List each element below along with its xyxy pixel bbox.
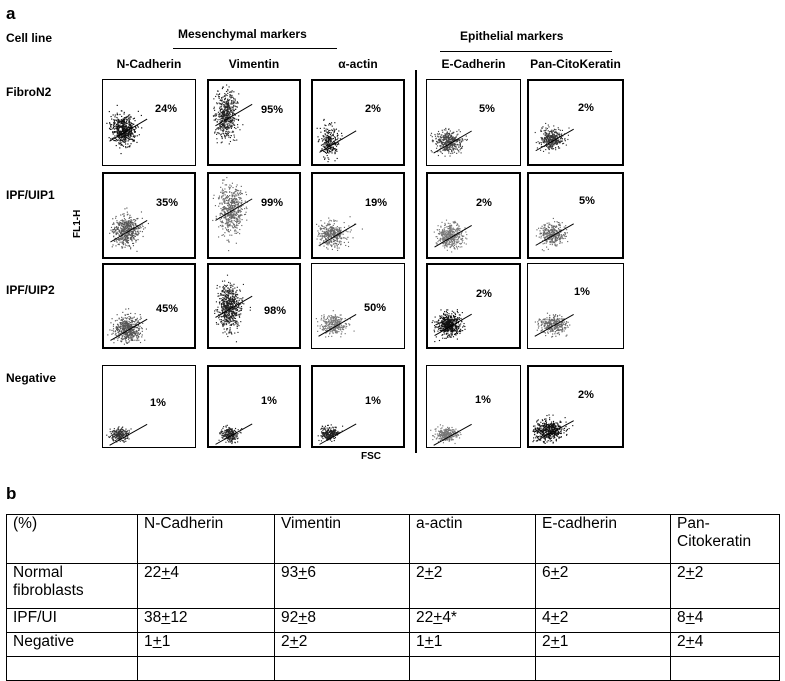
percentage-label: 24% <box>155 103 177 115</box>
percentage-label: 50% <box>364 302 386 314</box>
percentage-label: 2% <box>365 103 381 115</box>
scatter-plot <box>311 79 405 166</box>
table-cell: 22+4 <box>138 564 275 609</box>
percentage-label: 1% <box>574 286 590 298</box>
gate-line <box>435 314 472 335</box>
percentage-label: 1% <box>261 395 277 407</box>
scatter-svg <box>209 81 299 164</box>
percentage-label: 95% <box>261 104 283 116</box>
percentage-label: 2% <box>578 389 594 401</box>
percentage-label: 2% <box>578 102 594 114</box>
table-cell: 2+4 <box>671 633 780 657</box>
scatter-plot <box>311 365 405 448</box>
scatter-plot <box>527 172 624 259</box>
table-header-cell: Pan-Citokeratin <box>671 515 780 564</box>
table-row <box>7 564 780 609</box>
scatter-plot <box>426 79 521 166</box>
scatter-plot <box>426 172 521 259</box>
table-cell: IPF/UI <box>7 609 138 633</box>
mesenchymal-markers-heading: Mesenchymal markers <box>178 27 307 41</box>
event-cloud <box>434 220 468 253</box>
event-cloud <box>214 275 251 343</box>
x-axis-label: FSC <box>361 451 381 462</box>
event-cloud <box>109 207 149 251</box>
scatter-plot <box>207 263 301 349</box>
scatter-plot <box>527 365 624 448</box>
scatter-svg <box>312 264 404 348</box>
column-label: N-Cadherin <box>102 57 196 71</box>
summary-table <box>6 514 780 681</box>
panel-b-letter: b <box>6 484 16 504</box>
row-label: Negative <box>6 371 56 385</box>
scatter-svg <box>103 366 195 447</box>
scatter-svg <box>428 265 519 347</box>
percentage-label: 2% <box>476 197 492 209</box>
event-cloud <box>430 424 461 444</box>
percentage-label: 19% <box>365 197 387 209</box>
table-header-row <box>7 515 780 564</box>
epithelial-markers-heading: Epithelial markers <box>460 29 563 43</box>
gate-line <box>320 424 357 444</box>
column-label: E-Cadherin <box>426 57 521 71</box>
table-header-cell: N-Cadherin <box>138 515 275 564</box>
panel-a-letter: a <box>6 4 15 24</box>
percentage-label: 45% <box>156 303 178 315</box>
event-cloud <box>213 84 244 144</box>
table-cell: 92+8 <box>275 609 410 633</box>
table-row <box>7 633 780 657</box>
table-cell: Negative <box>7 633 138 657</box>
table-cell: 4+2 <box>536 609 671 633</box>
percentage-label: 5% <box>579 195 595 207</box>
row-label: FibroN2 <box>6 85 51 99</box>
scatter-svg <box>529 367 622 446</box>
table-cell: 93+6 <box>275 564 410 609</box>
scatter-plot <box>527 79 624 166</box>
table-cell: 1+1 <box>410 633 536 657</box>
table-cell: 2+2 <box>671 564 780 609</box>
cell-line-label: Cell line <box>6 31 52 45</box>
scatter-svg <box>209 174 299 257</box>
table-cell: 2+1 <box>536 633 671 657</box>
percentage-label: 99% <box>261 197 283 209</box>
scatter-plot <box>207 172 301 259</box>
scatter-svg <box>104 174 194 257</box>
event-cloud <box>106 105 142 154</box>
percentage-label: 1% <box>150 397 166 409</box>
scatter-plot <box>102 365 196 448</box>
percentage-label: 5% <box>479 103 495 115</box>
table-cell: 2+2 <box>410 564 536 609</box>
row-label: IPF/UIP2 <box>6 283 55 297</box>
scatter-svg <box>529 81 622 164</box>
event-cloud <box>536 218 568 251</box>
scatter-svg <box>528 264 623 348</box>
scatter-plot <box>102 263 196 349</box>
table-header-cell: E-cadherin <box>536 515 671 564</box>
scatter-plot <box>426 365 521 448</box>
gate-line <box>110 424 148 445</box>
scatter-svg <box>313 81 403 164</box>
scatter-svg <box>104 265 194 347</box>
scatter-plot <box>311 172 405 259</box>
percentage-label: 1% <box>475 394 491 406</box>
scatter-svg <box>209 367 299 446</box>
percentage-label: 35% <box>156 197 178 209</box>
event-cloud <box>430 128 468 157</box>
epithelial-underline <box>440 51 612 52</box>
scatter-svg <box>313 174 403 257</box>
scatter-plot <box>102 79 196 166</box>
y-axis-label: FL1-H <box>72 210 83 238</box>
table-header-cell: Vimentin <box>275 515 410 564</box>
scatter-svg <box>427 366 520 447</box>
percentage-label: 1% <box>365 395 381 407</box>
scatter-svg <box>427 80 520 165</box>
table-header-cell: (%) <box>7 515 138 564</box>
scatter-plot <box>207 365 301 448</box>
scatter-plot <box>311 263 405 349</box>
table-cell: 2+2 <box>275 633 410 657</box>
table-cell: 22+4* <box>410 609 536 633</box>
event-cloud <box>212 177 248 251</box>
mesenchymal-underline <box>173 48 337 49</box>
table-cell: 6+2 <box>536 564 671 609</box>
scatter-plot <box>207 79 301 166</box>
group-divider <box>415 70 417 453</box>
scatter-plot <box>527 263 624 349</box>
row-label: IPF/UIP1 <box>6 188 55 202</box>
scatter-svg <box>103 80 195 165</box>
scatter-svg <box>529 174 622 257</box>
scatter-plot <box>426 263 521 349</box>
event-cloud <box>432 309 466 342</box>
scatter-svg <box>428 174 519 257</box>
table-cell: 8+4 <box>671 609 780 633</box>
table-cell: 38+12 <box>138 609 275 633</box>
event-cloud <box>316 310 355 337</box>
scatter-plot <box>102 172 196 259</box>
table-cell: Normal fibroblasts <box>7 564 138 609</box>
percentage-label: 2% <box>476 288 492 300</box>
column-label: α-actin <box>311 57 405 71</box>
scatter-svg <box>313 367 403 446</box>
column-label: Vimentin <box>207 57 301 71</box>
percentage-label: 98% <box>264 305 286 317</box>
table-row <box>7 609 780 633</box>
table-cell: 1+1 <box>138 633 275 657</box>
gate-line <box>216 424 253 444</box>
event-cloud <box>535 123 570 154</box>
table-header-cell: a-actin <box>410 515 536 564</box>
column-label: Pan-CitoKeratin <box>527 57 624 71</box>
